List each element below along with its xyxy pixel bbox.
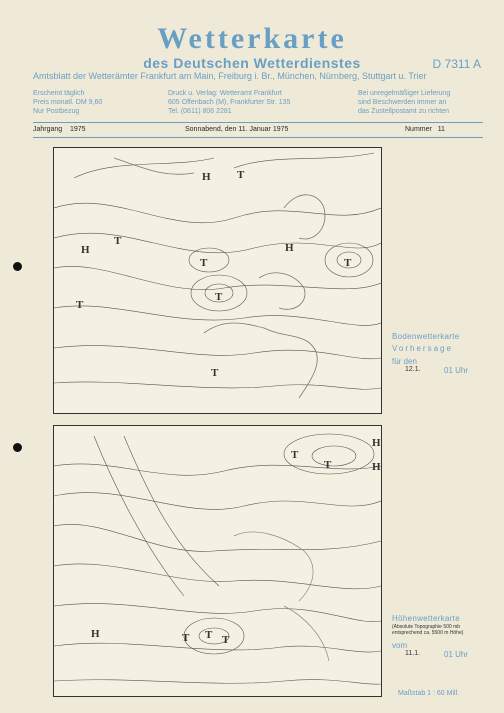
map2-caption-3: vom [392, 641, 408, 650]
map-scale: Maßstab 1 : 60 Mill. [398, 690, 460, 697]
map2-date: 11.1. [405, 650, 421, 657]
publisher-text: Tel. (0611) 806 2281 [168, 108, 232, 115]
issue-number: Nummer 11 [405, 126, 445, 133]
map2-time: 01 Uhr [444, 650, 469, 659]
masthead-subtitle: des Deutschen Wetterdienstes [143, 55, 361, 71]
svg-text:H: H [81, 244, 90, 256]
map2-caption-1: Höhenwetterkarte [392, 614, 460, 623]
svg-text:T: T [237, 169, 245, 181]
svg-text:T: T [200, 257, 208, 269]
svg-text:T: T [215, 291, 223, 303]
publisher-text: Preis monatl. DM 9,60 [33, 99, 103, 106]
header-rule [33, 137, 483, 138]
upper-air-map-drawing [54, 426, 381, 696]
publisher-text: Erscheint täglich [33, 90, 85, 97]
publisher-text: 605 Offenbach (M), Frankfurter Str. 135 [168, 99, 291, 106]
punch-hole [13, 262, 22, 271]
svg-text:T: T [76, 299, 84, 311]
svg-text:T: T [291, 449, 299, 461]
publication-code: D 7311 A [432, 57, 481, 71]
map1-time: 01 Uhr [444, 366, 469, 375]
punch-hole [13, 443, 22, 452]
upper-air-map [53, 425, 382, 697]
svg-text:H: H [372, 461, 381, 473]
svg-text:H: H [285, 242, 294, 254]
svg-text:T: T [222, 634, 230, 646]
publisher-col-2 [168, 89, 290, 116]
publisher-text: das Zustellpostamt zu richten [358, 108, 450, 115]
svg-text:T: T [114, 235, 122, 247]
svg-text:T: T [211, 367, 219, 379]
publisher-text: Druck u. Verlag: Wetteramt Frankfurt [168, 90, 282, 97]
surface-weather-map [53, 147, 382, 414]
jahrgang: Jahrgang 1975 [33, 126, 86, 133]
map1-date: 12.1. [405, 366, 421, 373]
publisher-text: Bei unregelmäßiger Lieferung [358, 90, 451, 97]
header-rule [33, 122, 483, 123]
map1-caption-3: für den [392, 357, 417, 366]
svg-text:H: H [91, 628, 100, 640]
svg-text:T: T [324, 459, 332, 471]
svg-text:T: T [344, 257, 352, 269]
map2-caption-note-2: entsprechend ca. 5500 m Höhe) [392, 630, 464, 636]
map1-caption-1: Bodenwetterkarte [392, 332, 460, 341]
svg-text:H: H [202, 171, 211, 183]
publisher-text: Nur Postbezug [33, 108, 80, 115]
publisher-col-3 [358, 89, 450, 116]
publisher-col-1 [33, 89, 102, 116]
issue-date: Sonnabend, den 11. Januar 1975 [185, 126, 289, 133]
svg-text:T: T [205, 629, 213, 641]
amtsblatt-line: Amtsblatt der Wetterämter Frankfurt am Main, Freiburg i. Br., München, Nürnberg, Stuttgart u. Trier [33, 71, 427, 81]
map2-caption-note-1: (Absolute Topographie 500 mb [392, 624, 461, 630]
surface-map-drawing [54, 148, 381, 413]
masthead-title: Wetterkarte [157, 22, 347, 55]
svg-text:T: T [182, 632, 190, 644]
publisher-text: sind Beschwerden immer an [358, 99, 447, 106]
map1-caption-2: Vorhersage [392, 344, 453, 353]
svg-text:H: H [372, 437, 381, 449]
